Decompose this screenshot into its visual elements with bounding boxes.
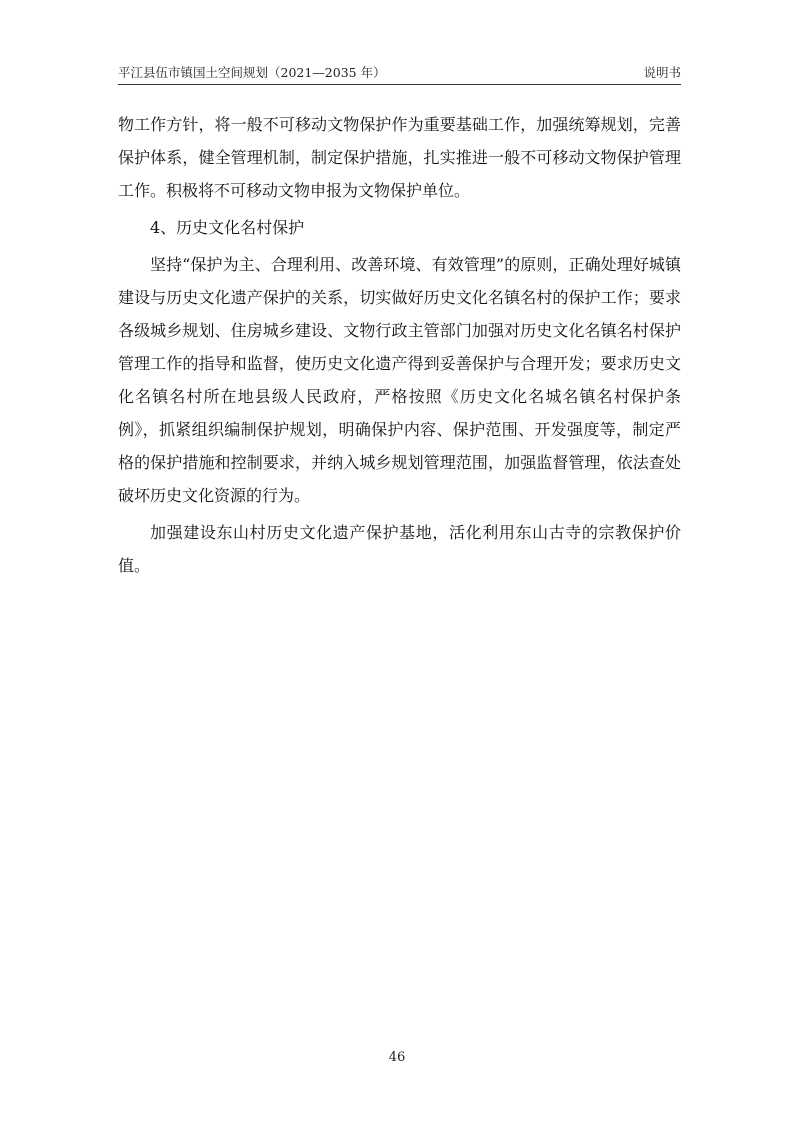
section-heading: 4、历史文化名村保护 — [150, 218, 305, 237]
body-paragraph: 加强建设东山村历史文化遗产保护基地，活化利用东山古寺的宗教保护价值。 — [118, 523, 681, 575]
body-paragraph: 坚持“保护为主、合理利用、改善环境、有效管理”的原则，正确处理好城镇建设与历史文化遗产保护的关系，切实做好历史文化名镇名村的保护工作；要求各级城乡规划、住房城乡建设、文物行政主管部门加强对历史文化名镇名村保护管理工作的指导和监督，使历史文化遗产得到妥善保护与合理开发；要求历史文化名镇名村所在地县级人民政府，严格按照《历史文化名城名镇名村保护条例》，抓紧组织编制保护规划，明确保护内容、保护范围、开发强度等，制定严格的保护措施和控制要求，并纳入城乡规划管理范围，加强监督管理，依法查处破坏历史文化资源的行为。 — [118, 255, 681, 505]
header-divider — [118, 84, 681, 85]
page-number: 46 — [388, 1050, 406, 1065]
page-header — [118, 64, 681, 82]
body-paragraph-continued: 物工作方针，将一般不可移动文物保护作为重要基础工作，加强统筹规划，完善保护体系，健全管理机制，制定保护措施，扎实推进一般不可移动文物保护管理工作。积极将不可移动文物申报为文物保护单位。 — [118, 115, 681, 200]
document-type: 说明书 — [643, 65, 681, 80]
page-body — [118, 108, 681, 586]
document-title: 平江县伍市镇国土空间规划（2021—2035 年） — [118, 65, 386, 80]
